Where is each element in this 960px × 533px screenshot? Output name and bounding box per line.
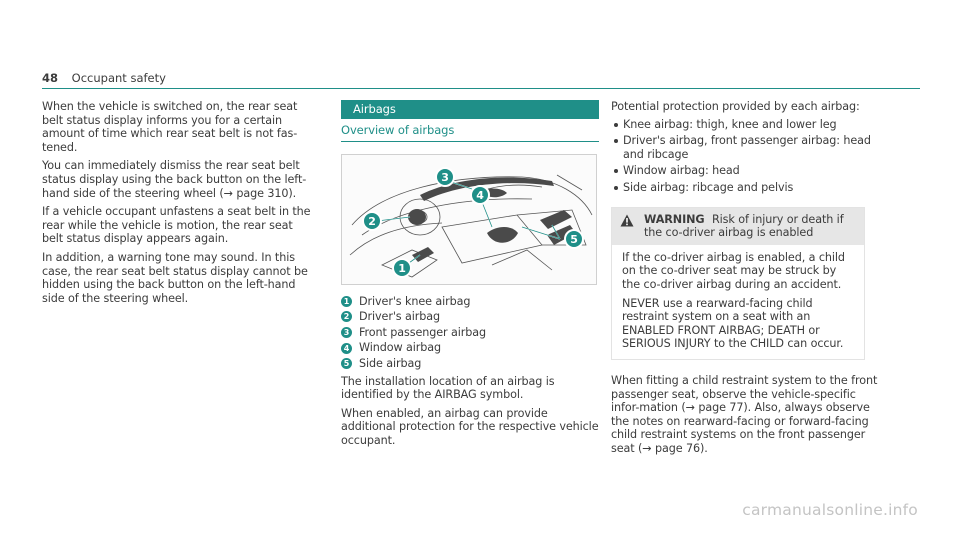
legend-number-badge: 1 — [341, 296, 352, 307]
svg-text:4: 4 — [476, 188, 484, 202]
warning-triangle-icon — [620, 214, 636, 240]
warning-title: WARNING — [644, 212, 705, 226]
legend-item — [341, 326, 599, 340]
legend-number-badge: 4 — [341, 343, 352, 354]
section-title: Airbags — [341, 100, 599, 119]
page-number: 48 — [42, 71, 59, 85]
warning-subtitle: Risk of injury or death if the co-driver airbag is enabled — [644, 212, 844, 240]
svg-text:5: 5 — [570, 232, 578, 246]
legend-item — [341, 295, 599, 309]
callout-2 — [363, 212, 381, 230]
warning-body — [612, 245, 864, 359]
watermark: carmanualsonline.info — [742, 501, 918, 519]
legend-label: Front passenger airbag — [359, 325, 487, 339]
column-right — [611, 100, 881, 460]
paragraph: In addition, a warning tone may sound. In this case, the rear seat belt status display cannot be hidden using the back button on the left-hand side of the steering wheel. — [42, 250, 308, 305]
page-header — [42, 71, 166, 85]
warning-box — [611, 207, 865, 360]
warning-header — [612, 208, 864, 245]
svg-text:2: 2 — [368, 214, 376, 228]
chapter-title: Occupant safety — [71, 71, 166, 85]
callout-3 — [436, 168, 454, 186]
figure-legend — [341, 295, 599, 371]
callout-5 — [565, 230, 583, 248]
legend-number-badge: 5 — [341, 358, 352, 369]
paragraph: You can immediately dismiss the rear seat belt status display using the back button on the left-hand side of the steering wheel (→ page 310). — [42, 159, 307, 200]
list-item: Driver's airbag, front passenger airbag: head and ribcage — [611, 134, 881, 161]
legend-item — [341, 341, 599, 355]
svg-text:1: 1 — [398, 261, 406, 275]
column-middle — [341, 100, 599, 453]
callout-4 — [471, 186, 489, 204]
header-divider — [42, 88, 920, 89]
car-interior-drawing — [342, 155, 596, 284]
list-item: Window airbag: head — [611, 164, 881, 178]
callout-1 — [393, 259, 411, 277]
svg-text:3: 3 — [441, 170, 449, 184]
legend-number-badge: 2 — [341, 311, 352, 322]
paragraph: Potential protection provided by each airbag: — [611, 100, 860, 113]
paragraph: NEVER use a rearward-facing child restraint system on a seat with an ENABLED FRONT AIRBAG; DEATH or SERIOUS INJURY to the CHILD can occur. — [622, 296, 844, 351]
list-item: Side airbag: ribcage and pelvis — [611, 181, 881, 195]
legend-label: Window airbag — [359, 341, 441, 355]
airbag-illustration — [341, 154, 597, 285]
legend-label: Driver's airbag — [359, 310, 441, 324]
paragraph: The installation location of an airbag is identified by the AIRBAG symbol. — [341, 374, 555, 402]
list-item: Knee airbag: thigh, knee and lower leg — [611, 118, 881, 132]
legend-label: Driver's knee airbag — [359, 294, 471, 308]
paragraph: If the co-driver airbag is enabled, a child on the co-driver seat may be struck by the co-driver airbag during an accident. — [622, 250, 845, 291]
column-left — [42, 100, 312, 310]
legend-number-badge: 3 — [341, 327, 352, 338]
legend-item — [341, 357, 599, 371]
paragraph: When enabled, an airbag can provide additional protection for the respective vehicle occupant. — [341, 406, 599, 447]
legend-label: Side airbag — [359, 356, 422, 370]
bullet-list — [611, 118, 881, 195]
paragraph: If a vehicle occupant unfastens a seat belt in the rear while the vehicle is motion, the rear seat belt status display appears again. — [42, 205, 311, 246]
legend-item — [341, 310, 599, 324]
paragraph: When the vehicle is switched on, the rear seat belt status display informs you for a certain amount of time which rear seat belt is not fas-tened. — [42, 100, 298, 154]
subsection-title: Overview of airbags — [341, 124, 599, 142]
paragraph: When fitting a child restraint system to the front passenger seat, observe the vehicle-specific infor-mation (→ page 77). Also, always observe the notes on rearward-facing or forward-facing child restraint systems on the front passenger seat (→ page 76). — [611, 373, 878, 455]
